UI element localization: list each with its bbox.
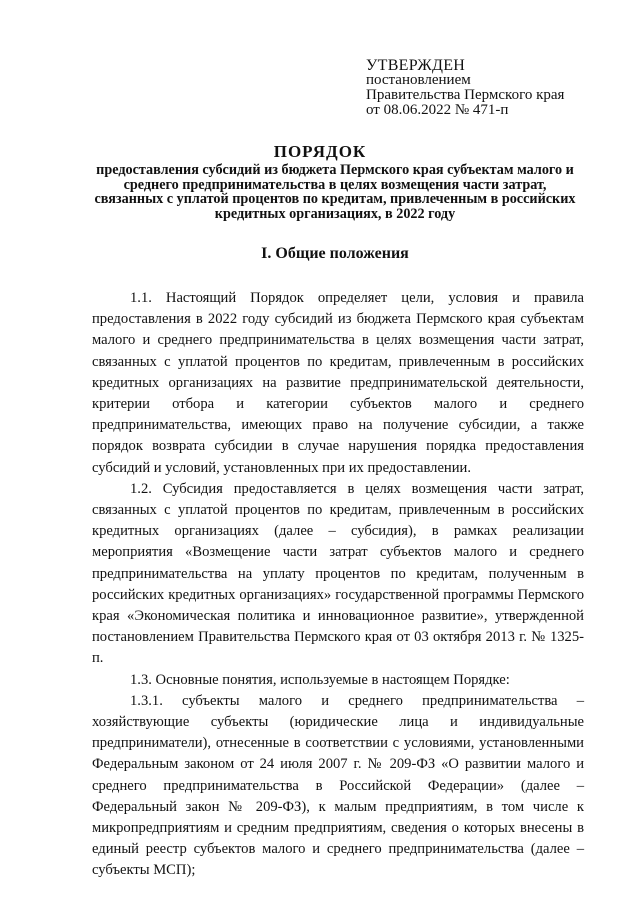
section-heading: I. Общие положения — [261, 245, 409, 262]
approval-title: УТВЕРЖДЕН — [366, 57, 466, 74]
approval-line-decree: постановлением — [366, 72, 471, 88]
document-body — [92, 288, 584, 882]
paragraph-1-3-1: 1.3.1. субъекты малого и среднего предпринимательства – хозяйствующие субъекты (юридические лица и индивидуальные предприниматели), отнесенные в соответствии с условиями, установленными Федеральным законом от 24 июля 2007 г. № 209-ФЗ «О развитии малого и среднего предпринимательства в Российской Федерации» (далее – Федеральный закон № 209-ФЗ), к малым предприятиям, в том числе к микропредприятиям и средним предприятиям, сведения о которых внесены в единый реестр субъектов малого и среднего предпринимательства (далее – субъекты МСП); — [92, 692, 584, 879]
paragraph-1-1: 1.1. Настоящий Порядок определяет цели, условия и правила предоставления в 2022 году субсидий из бюджета Пермского края субъектам малого и среднего предпринимательства в целях возмещения части затрат, связанных с уплатой процентов по кредитам, привлеченным в российских кредитных организациях на развитие предпринимательской деятельности, критерии отбора и категории субъектов малого и среднего предпринимательства, имеющих право на получение субсидии, а также порядок возврата субсидии в случае нарушения порядка предоставления субсидий и условий, установленных при их предоставлении. — [92, 290, 584, 476]
paragraph-1-3: 1.3. Основные понятия, используемые в настоящем Порядке: — [130, 671, 510, 688]
approval-block — [366, 58, 626, 118]
paragraph-1-2: 1.2. Субсидия предоставляется в целях возмещения части затрат, связанных с уплатой процентов по кредитам, привлеченным в российских кредитных организациях (далее – субсидия), в рамках реализации мероприятия «Возмещение части затрат субъектов малого и среднего предпринимательства на уплату процентов по кредитам, полученным в российских кредитных организациях» государственной программы Пермского края «Экономическая политика и инновационное развитие», утвержденной постановлением Правительства Пермского края от 03 октября 2013 г. № 1325-п. — [92, 480, 584, 667]
document-subtitle: предоставления субсидий из бюджета Пермского края субъектам малого и среднего предпринимательства в целях возмещения части затрат, связанных с уплатой процентов по кредитам, привлеченным в российских кредитных организациях, в 2022 году — [94, 162, 576, 222]
document-title: ПОРЯДОК — [273, 142, 367, 161]
approval-line-government: Правительства Пермского края — [366, 87, 565, 103]
approval-line-date-number: от 08.06.2022 № 471-п — [366, 102, 509, 118]
